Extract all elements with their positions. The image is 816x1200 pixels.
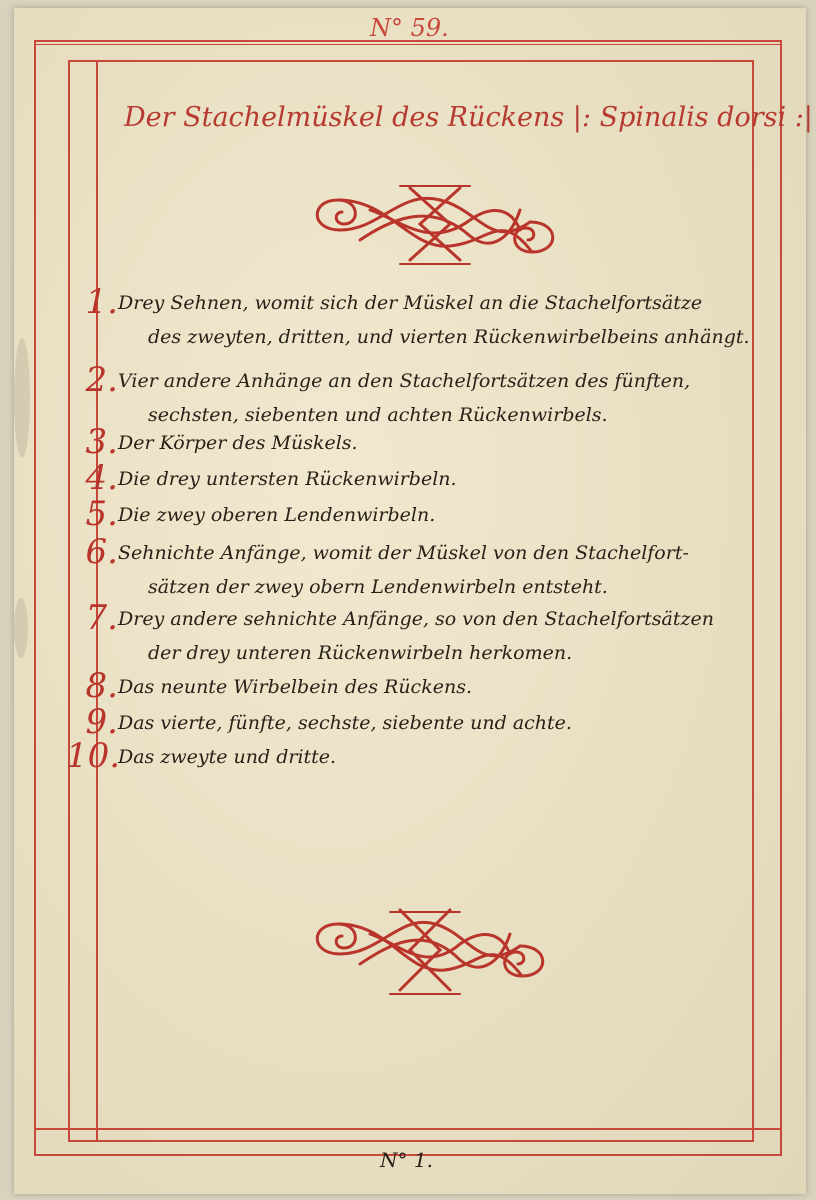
item-text: Der Körper des Müskels. [118, 432, 358, 454]
item-text: Drey Sehnen, womit sich der Müskel an die Stachelfortsätze [118, 292, 703, 314]
calligraphic-flourish-ornament [300, 902, 560, 1002]
sheet-number: N° 59. [370, 14, 449, 42]
item-number: 9. [85, 702, 118, 742]
footer-number: N° 1. [380, 1148, 433, 1172]
paper-stain [14, 598, 28, 658]
item-text: sechsten, siebenten und achten Rückenwirbels. [148, 404, 608, 426]
item-text: Vier andere Anhänge an den Stachelfortsätzen des fünften, [118, 370, 691, 392]
page-title: Der Stachelmüskel des Rückens |: Spinalis dorsi :| [124, 102, 813, 133]
item-text: Sehnichte Anfänge, womit der Müskel von den Stachelfort- [118, 542, 689, 564]
item-number: 5. [85, 494, 118, 534]
item-text: Drey andere sehnichte Anfänge, so von den Stachelfortsätzen [118, 608, 714, 630]
item-number: 6. [85, 532, 118, 572]
item-text: sätzen der zwey obern Lendenwirbeln entsteht. [148, 576, 608, 598]
item-text: Die zwey oberen Lendenwirbeln. [118, 504, 436, 526]
bottom-rule [36, 1128, 780, 1130]
calligraphic-flourish-ornament [300, 180, 570, 272]
item-number: 7. [85, 598, 118, 638]
item-text: Das zweyte und dritte. [118, 746, 337, 768]
paper-stain [14, 338, 30, 458]
item-number: 3. [85, 422, 118, 462]
item-text: Das neunte Wirbelbein des Rückens. [118, 676, 472, 698]
item-text: der drey unteren Rückenwirbeln herkomen. [148, 642, 573, 664]
item-text: des zweyten, dritten, und vierten Rückenwirbelbeins anhängt. [148, 326, 750, 348]
item-text: Die drey untersten Rückenwirbeln. [118, 468, 457, 490]
item-number: 8. [85, 666, 118, 706]
item-text: Das vierte, fünfte, sechste, siebente und achte. [118, 712, 572, 734]
item-number: 4. [85, 458, 118, 498]
item-number: 1. [85, 282, 118, 322]
item-number: 2. [85, 360, 118, 400]
item-number: 10. [66, 736, 121, 776]
